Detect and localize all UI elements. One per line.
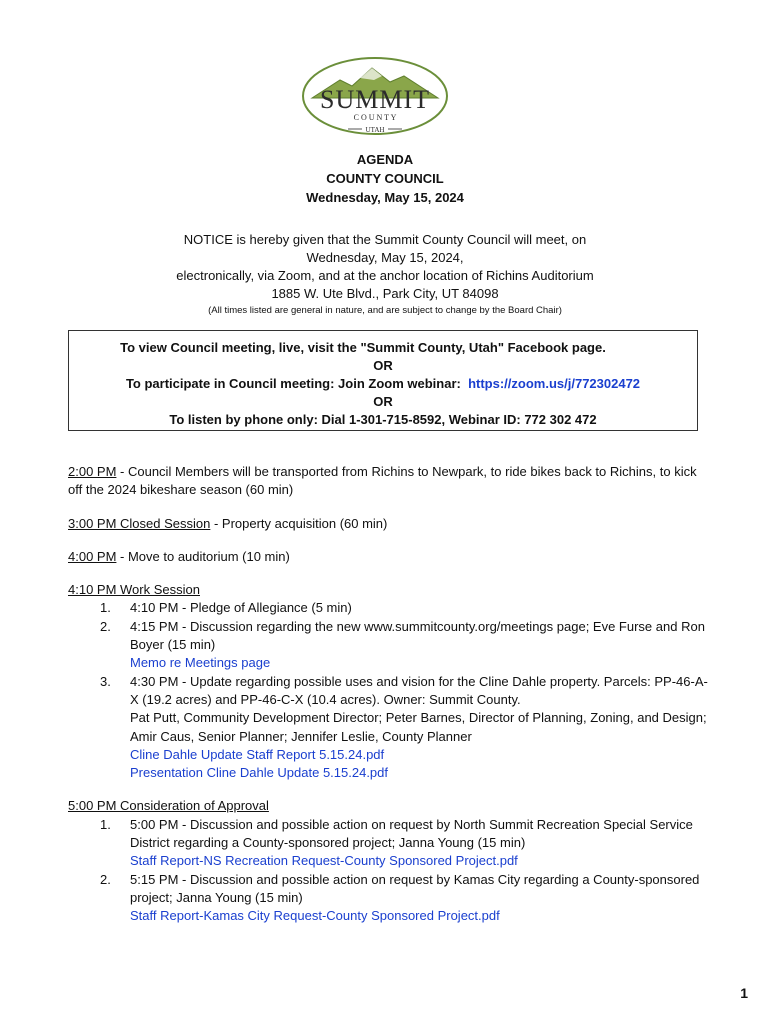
meetings-memo-link[interactable]: Memo re Meetings page <box>130 655 271 671</box>
facebook-instructions: To view Council meeting, live, visit the "Summit County, Utah" Facebook page. <box>120 340 606 355</box>
summit-county-logo <box>300 56 450 148</box>
item-presenters: Pat Putt, Community Development Director; Peter Barnes, Director of Planning, Zoning, and Design; Amir Caus, Senior Planner; Jennifer Leslie, County Planner <box>130 710 707 744</box>
approval-item-1 <box>68 816 708 871</box>
approval-item-2 <box>68 871 708 926</box>
agenda-item-closed-session <box>68 515 708 533</box>
ns-recreation-report-link[interactable]: Staff Report-NS Recreation Request-County Sponsored Project.pdf <box>130 853 518 869</box>
item-text: 5:00 PM - Discussion and possible action on request by North Summit Recreation Special Service District regarding a County-sponsored project; Janna Young (15 min) <box>130 816 693 851</box>
item-number: 1. <box>100 816 111 832</box>
cline-dahle-staff-report-link[interactable]: Cline Dahle Update Staff Report 5.15.24.pdf <box>130 746 385 762</box>
item-number: 1. <box>100 600 111 616</box>
item-text: 5:15 PM - Discussion and possible action on request by Kamas City regarding a County-sponsored project; Janna Young (15 min) <box>130 871 700 905</box>
work-session-item-1 <box>68 599 708 617</box>
cline-dahle-presentation-link[interactable]: Presentation Cline Dahle Update 5.15.24.pdf <box>130 765 389 781</box>
agenda-list <box>68 463 708 941</box>
meeting-date: Wednesday, May 15, 2024 <box>306 190 464 205</box>
page-number: 1 <box>740 985 748 1001</box>
council-heading: COUNTY COUNCIL <box>326 171 444 186</box>
item-text: - Council Members will be transported from Richins to Newpark, to ride bikes back to Richins, to kick off the 2024 bikeshare season (60 min) <box>68 464 697 498</box>
item-text: - Move to auditorium (10 min) <box>116 548 290 564</box>
or-separator-1: OR <box>373 358 393 373</box>
notice-line-2: Wednesday, May 15, 2024, <box>306 250 464 265</box>
participation-box <box>68 330 698 431</box>
item-number: 3. <box>100 673 111 689</box>
item-number: 2. <box>100 871 111 887</box>
agenda-item-bikes <box>68 463 708 500</box>
logo-county: C O U N T Y <box>353 113 397 122</box>
item-text: 4:30 PM - Update regarding possible uses and vision for the Cline Dahle property. Parcels: PP-46-A-X (19.2 acres) and PP-46-C-X (10.4 acres). Owner: Summit County. <box>130 673 708 707</box>
notice-line-3: electronically, via Zoom, and at the anchor location of Richins Auditorium <box>176 268 594 283</box>
notice-disclaimer: (All times listed are general in nature, and are subject to change by the Board Chair) <box>208 305 562 316</box>
notice-block <box>0 231 770 303</box>
item-time: 3:00 PM Closed Session <box>68 515 211 531</box>
or-separator-2: OR <box>373 394 393 409</box>
item-number: 2. <box>100 618 111 634</box>
work-session-item-3 <box>68 673 708 783</box>
approval-section <box>68 797 708 925</box>
agenda-item-auditorium <box>68 548 708 566</box>
work-session-heading: 4:10 PM Work Session <box>68 582 200 598</box>
work-session-section <box>68 581 708 782</box>
item-text: - Property acquisition (60 min) <box>210 515 388 531</box>
logo-state: UTAH <box>365 126 385 134</box>
zoom-label: To participate in Council meeting: Join Zoom webinar: <box>125 376 461 391</box>
notice-address: 1885 W. Ute Blvd., Park City, UT 84098 <box>271 286 499 301</box>
kamas-city-report-link[interactable]: Staff Report-Kamas City Request-County Sponsored Project.pdf <box>130 908 500 924</box>
work-session-item-2 <box>68 618 708 673</box>
item-text: 4:10 PM - Pledge of Allegiance (5 min) <box>130 600 352 616</box>
notice-line-1: NOTICE is hereby given that the Summit County Council will meet, on <box>183 232 587 247</box>
zoom-link[interactable]: https://zoom.us/j/772302472 <box>468 376 641 391</box>
agenda-title-block <box>0 150 770 207</box>
zoom-instructions <box>69 375 697 393</box>
item-time: 2:00 PM <box>68 464 117 479</box>
approval-heading: 5:00 PM Consideration of Approval <box>68 798 269 814</box>
agenda-heading: AGENDA <box>356 152 414 167</box>
phone-instructions: To listen by phone only: Dial 1-301-715-8592, Webinar ID: 772 302 472 <box>169 412 597 427</box>
logo-name: SUMMIT <box>319 85 431 114</box>
item-text: 4:15 PM - Discussion regarding the new www.summitcounty.org/meetings page; Eve Furse and Ron Boyer (15 min) <box>130 618 705 653</box>
item-time: 4:00 PM <box>68 548 117 564</box>
